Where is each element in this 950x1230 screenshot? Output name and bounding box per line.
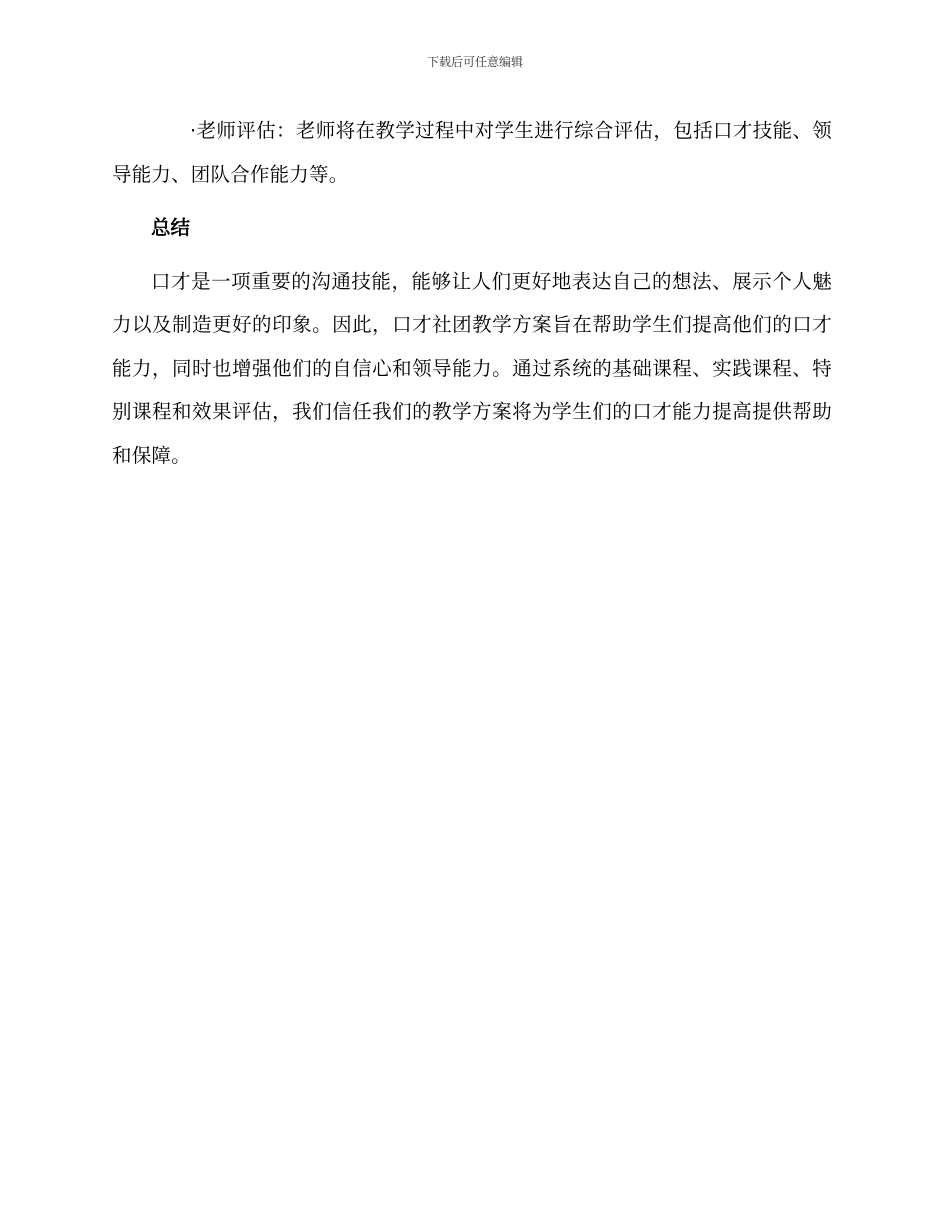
document-body (112, 109, 832, 477)
bullet-paragraph (112, 109, 832, 196)
summary-paragraph: 口才是一项重要的沟通技能，能够让人们更好地表达自己的想法、展示个人魅力以及制造更好的印象。因此，口才社团教学方案旨在帮助学生们提高他们的口才能力，同时也增强他们的自信心和领导能力。通过系统的基础课程、实践课程、特别课程和效果评估，我们信任我们的教学方案将为学生们的口才能力提高提供帮助和保障。 (112, 269, 832, 467)
bullet-marker: · (190, 119, 197, 142)
page-header: 下载后可任意编辑 (426, 55, 523, 69)
section-heading-summary: 总结 (151, 216, 191, 239)
bullet-text: 老师评估：老师将在教学过程中对学生进行综合评估，包括口才技能、领导能力、团队合作能力等。 (112, 119, 832, 186)
